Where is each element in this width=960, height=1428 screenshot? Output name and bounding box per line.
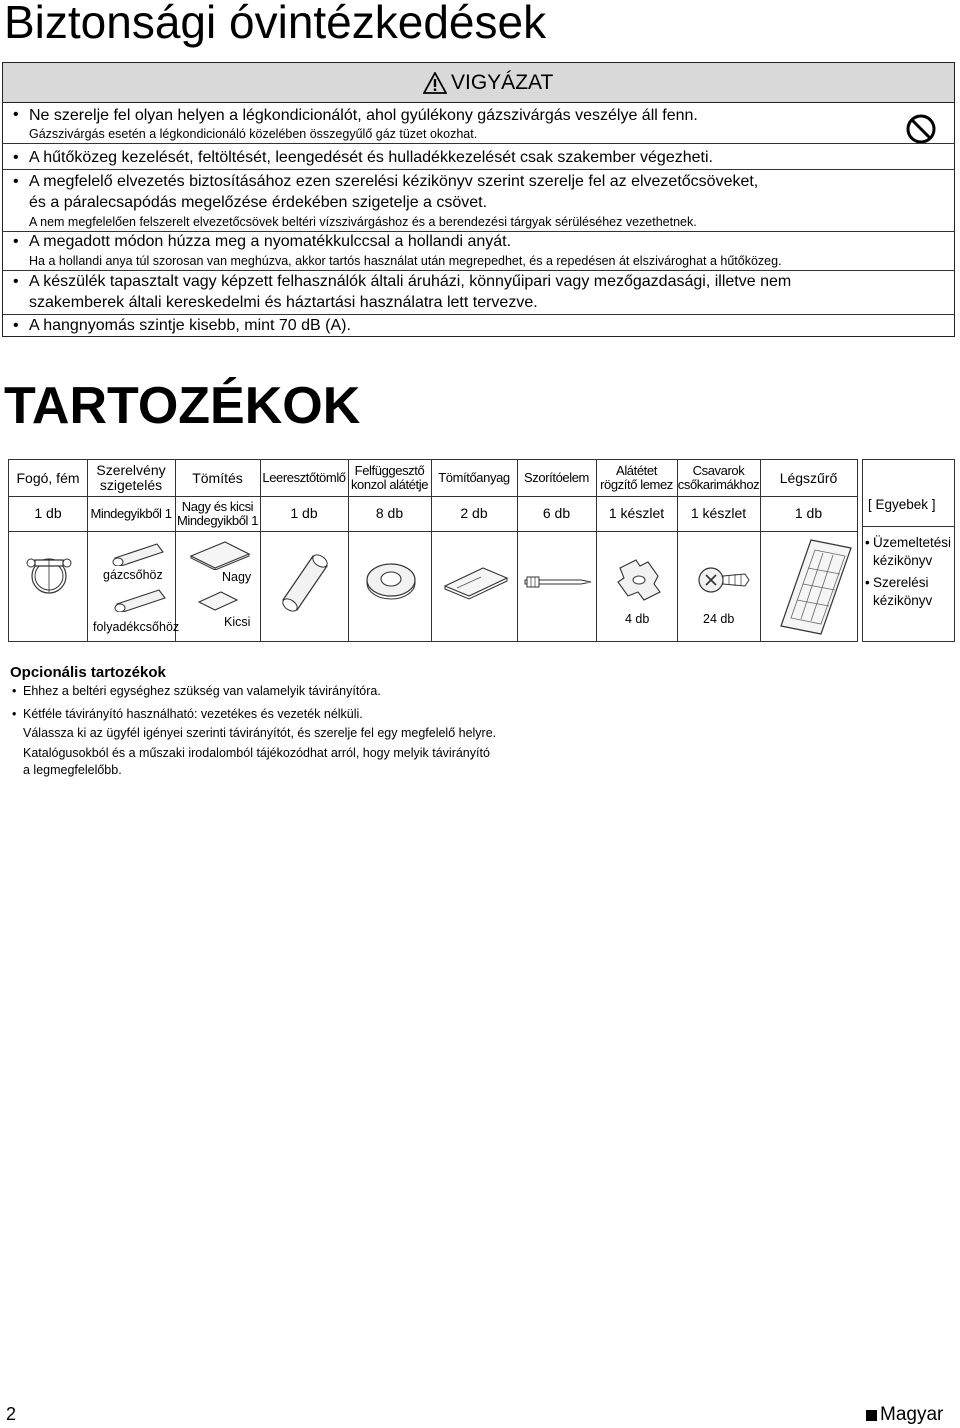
acc-name-screws: Csavarok csőkarimákhoz (677, 463, 760, 492)
clamp-band-icon (523, 572, 593, 592)
documents-box (862, 459, 955, 642)
caution-item-4-main: A megadott módon húzza meg a nyomatékkulccsal a hollandi anyát. (29, 233, 512, 250)
acc-qty-sealing-pad: 2 db (460, 505, 488, 521)
bullet: • (13, 233, 19, 250)
documents-header: [ Egyebek ] (868, 497, 936, 512)
bullet: • (13, 173, 19, 190)
doc-operation-line-1: Üzemeltetési (873, 535, 952, 550)
acc-name-clamp-band: Szorítóelem (524, 470, 589, 485)
sealing-pad-icon (443, 564, 509, 600)
air-filter-icon (779, 538, 853, 636)
acc-qty-screws: 1 készlet (690, 505, 747, 521)
caution-item-1-main: Ne szerelje fel olyan helyen a légkondicionálót, ahol gyúlékony gázszivárgás veszélye áll fenn. (29, 107, 698, 124)
acc-name-washer-plate: Alátétet rögzítő lemez (600, 463, 673, 492)
washer-icon (363, 560, 419, 600)
insulation-tube-liquid-icon (109, 586, 171, 612)
optional-line-5: a legmegfelelőbb. (23, 763, 122, 777)
acc-label-plate-count: 4 db (625, 612, 650, 626)
acc-name-washer: Felfüggesztő konzol alátétje (350, 463, 429, 492)
bullet: • (12, 707, 17, 721)
caution-item-5-main-1: A készülék tapasztalt vagy képzett felhasználók általi áruházi, könnyűipari vagy mezőgazdasági, illetve nem (29, 273, 792, 290)
acc-name-sealing-pad: Tömítőanyag (438, 470, 510, 485)
seal-small-icon (197, 590, 239, 612)
caution-item-4-note: Ha a hollandi anya túl szorosan van meghúzva, akkor tartós használat után megrepedhet, és a repedésen át elszivároghat a hűtőközeg. (29, 254, 782, 268)
page-title: Biztonsági óvintézkedések (4, 0, 547, 48)
caution-item-3-main-1: A megfelelő elvezetés biztosításához ezen szerelési kézikönyv szerint szerelje fel az elvezetőcsöveket, (29, 173, 759, 190)
divider (3, 143, 954, 144)
optional-line-1: Ehhez a beltéri egységhez szükség van valamelyik távirányítóra. (23, 684, 381, 698)
divider (3, 314, 954, 315)
accessories-title: TARTOZÉKOK (4, 377, 361, 435)
caution-item-6-main: A hangnyomás szintje kisebb, mint 70 dB (A). (29, 317, 351, 334)
doc-installation-line-2: kézikönyv (873, 593, 933, 608)
acc-label-liquid: folyadékcsőhöz (93, 620, 180, 634)
bullet: • (13, 149, 19, 166)
optional-title: Opcionális tartozékok (10, 664, 166, 681)
acc-qty-washer: 8 db (375, 505, 404, 521)
caution-item-3-main-2: és a páralecsapódás megelőzése érdekében szigetelje a csövet. (29, 194, 488, 211)
acc-name-seal: Tömítés (192, 469, 243, 486)
square-bullet-icon (866, 1410, 877, 1421)
acc-label-gas: gázcsőhöz (103, 568, 163, 582)
optional-line-3: Válassza ki az ügyfél igényei szerinti távirányítót, és szerelje fel egy megfelelő helyre. (23, 726, 497, 740)
screw-icon (695, 560, 751, 600)
acc-qty-clamp-band: 6 db (542, 505, 571, 521)
bullet: • (13, 273, 19, 290)
accessories-table (8, 459, 858, 642)
acc-qty-insulation: Mindegyikből 1 (90, 505, 172, 521)
divider (3, 270, 954, 271)
acc-qty-washer-plate: 1 készlet (608, 505, 665, 521)
doc-operation-line-2: kézikönyv (873, 553, 933, 568)
caution-item-1-note: Gázszivárgás esetén a légkondicionáló közelében összegyűlő gáz tüzet okozhat. (29, 127, 478, 141)
washer-fixing-plate-icon (614, 556, 664, 602)
bullet: • (12, 684, 17, 698)
acc-qty-seal: Nagy és kicsi Mindegyikből 1 (176, 498, 259, 528)
acc-label-screw-count: 24 db (703, 612, 735, 626)
metal-clamp-icon (23, 548, 75, 598)
prohibited-icon (905, 113, 937, 145)
bullet: • (865, 535, 870, 550)
acc-qty-clamp: 1 db (34, 505, 62, 521)
caution-item-5-main-2: szakemberek általi kereskedelmi és háztartási használatra lett tervezve. (29, 294, 538, 311)
caution-title-wrap (423, 69, 553, 97)
seal-large-icon (189, 540, 251, 570)
acc-name-air-filter: Légszűrő (779, 469, 838, 486)
acc-label-small: Kicsi (224, 615, 251, 629)
doc-installation-line-1: Szerelési (873, 575, 929, 590)
optional-line-4: Katalógusokból és a műszaki irodalomból tájékozódhat arról, hogy melyik távirányító (23, 746, 490, 760)
caution-item-2-main: A hűtőközeg kezelését, feltöltését, leengedését és hulladékkezelését csak szakember végezheti. (29, 149, 713, 166)
caution-title: VIGYÁZAT (451, 71, 554, 94)
bullet: • (865, 575, 870, 590)
caution-item-3-note: A nem megfelelően felszerelt elvezetőcsövek beltéri vízszivárgáshoz és a berendezési tárgyak sérüléséhez vezethetnek. (29, 215, 697, 229)
acc-qty-drain-hose: 1 db (290, 505, 318, 521)
divider (3, 169, 954, 170)
caution-box (2, 62, 955, 337)
acc-name-drain-hose: Leeresztőtömlő (262, 470, 346, 485)
optional-line-2: Kétféle távirányító használható: vezetékes és vezeték nélküli. (23, 707, 363, 721)
row-divider (863, 526, 954, 527)
acc-name-clamp: Fogó, fém (16, 469, 80, 486)
page-number: 2 (6, 1404, 17, 1424)
warning-triangle-icon (423, 72, 447, 94)
insulation-tube-gas-icon (107, 540, 169, 566)
footer-language (866, 1404, 943, 1426)
drain-hose-icon (275, 548, 335, 612)
row-divider (9, 531, 857, 532)
bullet: • (13, 317, 19, 334)
footer-language-label: Magyar (880, 1404, 944, 1425)
bullet: • (13, 106, 19, 123)
acc-name-insulation: Szerelvény szigetelés (96, 462, 166, 493)
acc-label-large: Nagy (222, 570, 252, 584)
acc-qty-air-filter: 1 db (794, 505, 823, 521)
caution-header (3, 63, 954, 103)
